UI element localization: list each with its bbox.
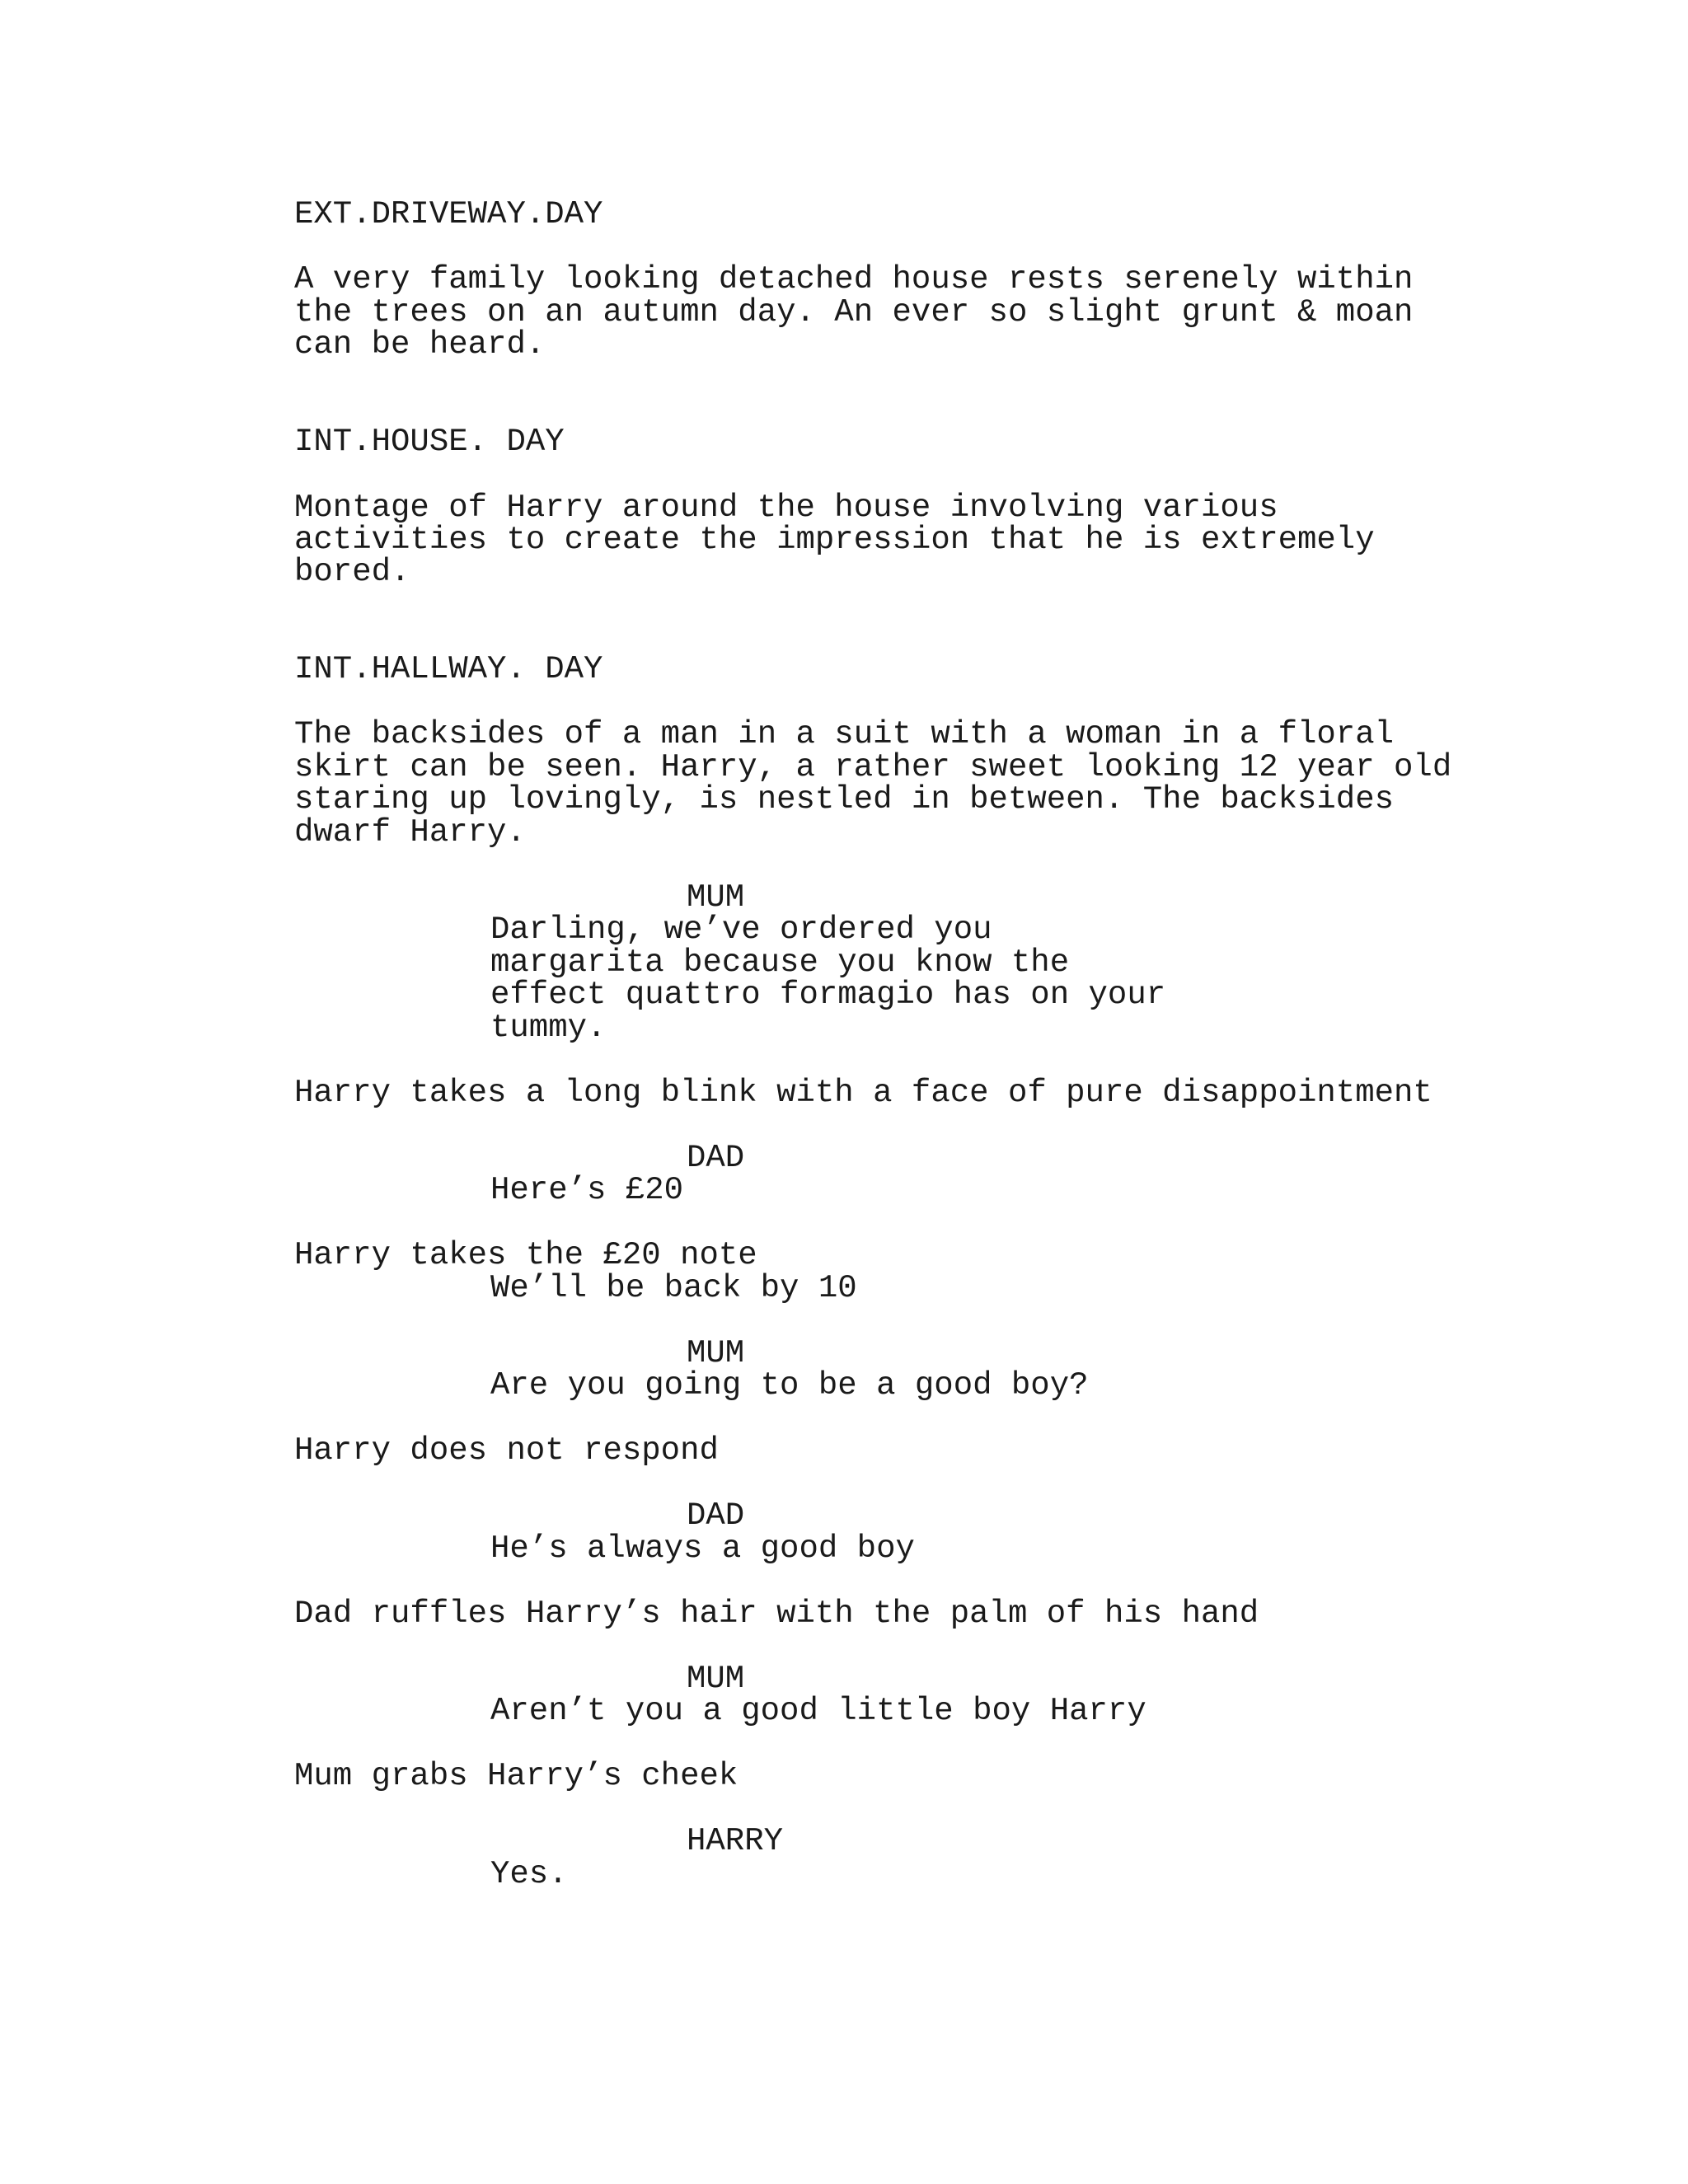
action-line: Montage of Harry around the house involving various <box>294 490 1278 526</box>
action-line: The backsides of a man in a suit with a woman in a floral <box>294 716 1395 752</box>
scene-heading: INT.HOUSE. DAY <box>294 424 565 460</box>
dialogue-line: margarita because you know the <box>490 944 1070 981</box>
dialogue-line: Yes. <box>490 1856 568 1892</box>
action-line: dwarf Harry. <box>294 814 526 851</box>
dialogue-line: tummy. <box>490 1010 607 1046</box>
dialogue-line: Here’s £20 <box>490 1172 684 1208</box>
character-name: MUM <box>687 1335 745 1371</box>
dialogue-line: Darling, we’ve ordered you <box>490 912 992 948</box>
action-line: Harry does not respond <box>294 1432 719 1469</box>
action-line: the trees on an autumn day. An ever so slight grunt & moan <box>294 294 1414 330</box>
action-line: Dad ruffles Harry’s hair with the palm of his hand <box>294 1596 1259 1632</box>
action-line: skirt can be seen. Harry, a rather sweet looking 12 year old <box>294 749 1452 785</box>
character-name: DAD <box>687 1497 745 1534</box>
dialogue-line: He’s always a good boy <box>490 1530 915 1567</box>
dialogue-line: We’ll be back by 10 <box>490 1270 857 1306</box>
action-line: Mum grabs Harry’s cheek <box>294 1758 738 1794</box>
action-line: bored. <box>294 554 410 590</box>
dialogue-line: Aren’t you a good little boy Harry <box>490 1693 1146 1729</box>
character-name: DAD <box>687 1140 745 1176</box>
dialogue-line: Are you going to be a good boy? <box>490 1367 1089 1404</box>
action-line: Harry takes the £20 note <box>294 1237 757 1273</box>
scene-heading: EXT.DRIVEWAY.DAY <box>294 196 603 232</box>
character-name: MUM <box>687 879 745 916</box>
action-line: A very family looking detached house rests serenely within <box>294 261 1414 298</box>
action-line: Harry takes a long blink with a face of pure disappointment <box>294 1075 1432 1111</box>
dialogue-line: effect quattro formagio has on your <box>490 977 1166 1013</box>
action-line: can be heard. <box>294 326 546 363</box>
action-line: activities to create the impression that he is extremely <box>294 522 1375 558</box>
character-name: HARRY <box>687 1823 784 1859</box>
action-line: staring up lovingly, is nestled in between. The backsides <box>294 781 1395 818</box>
scene-heading: INT.HALLWAY. DAY <box>294 651 603 687</box>
character-name: MUM <box>687 1661 745 1697</box>
